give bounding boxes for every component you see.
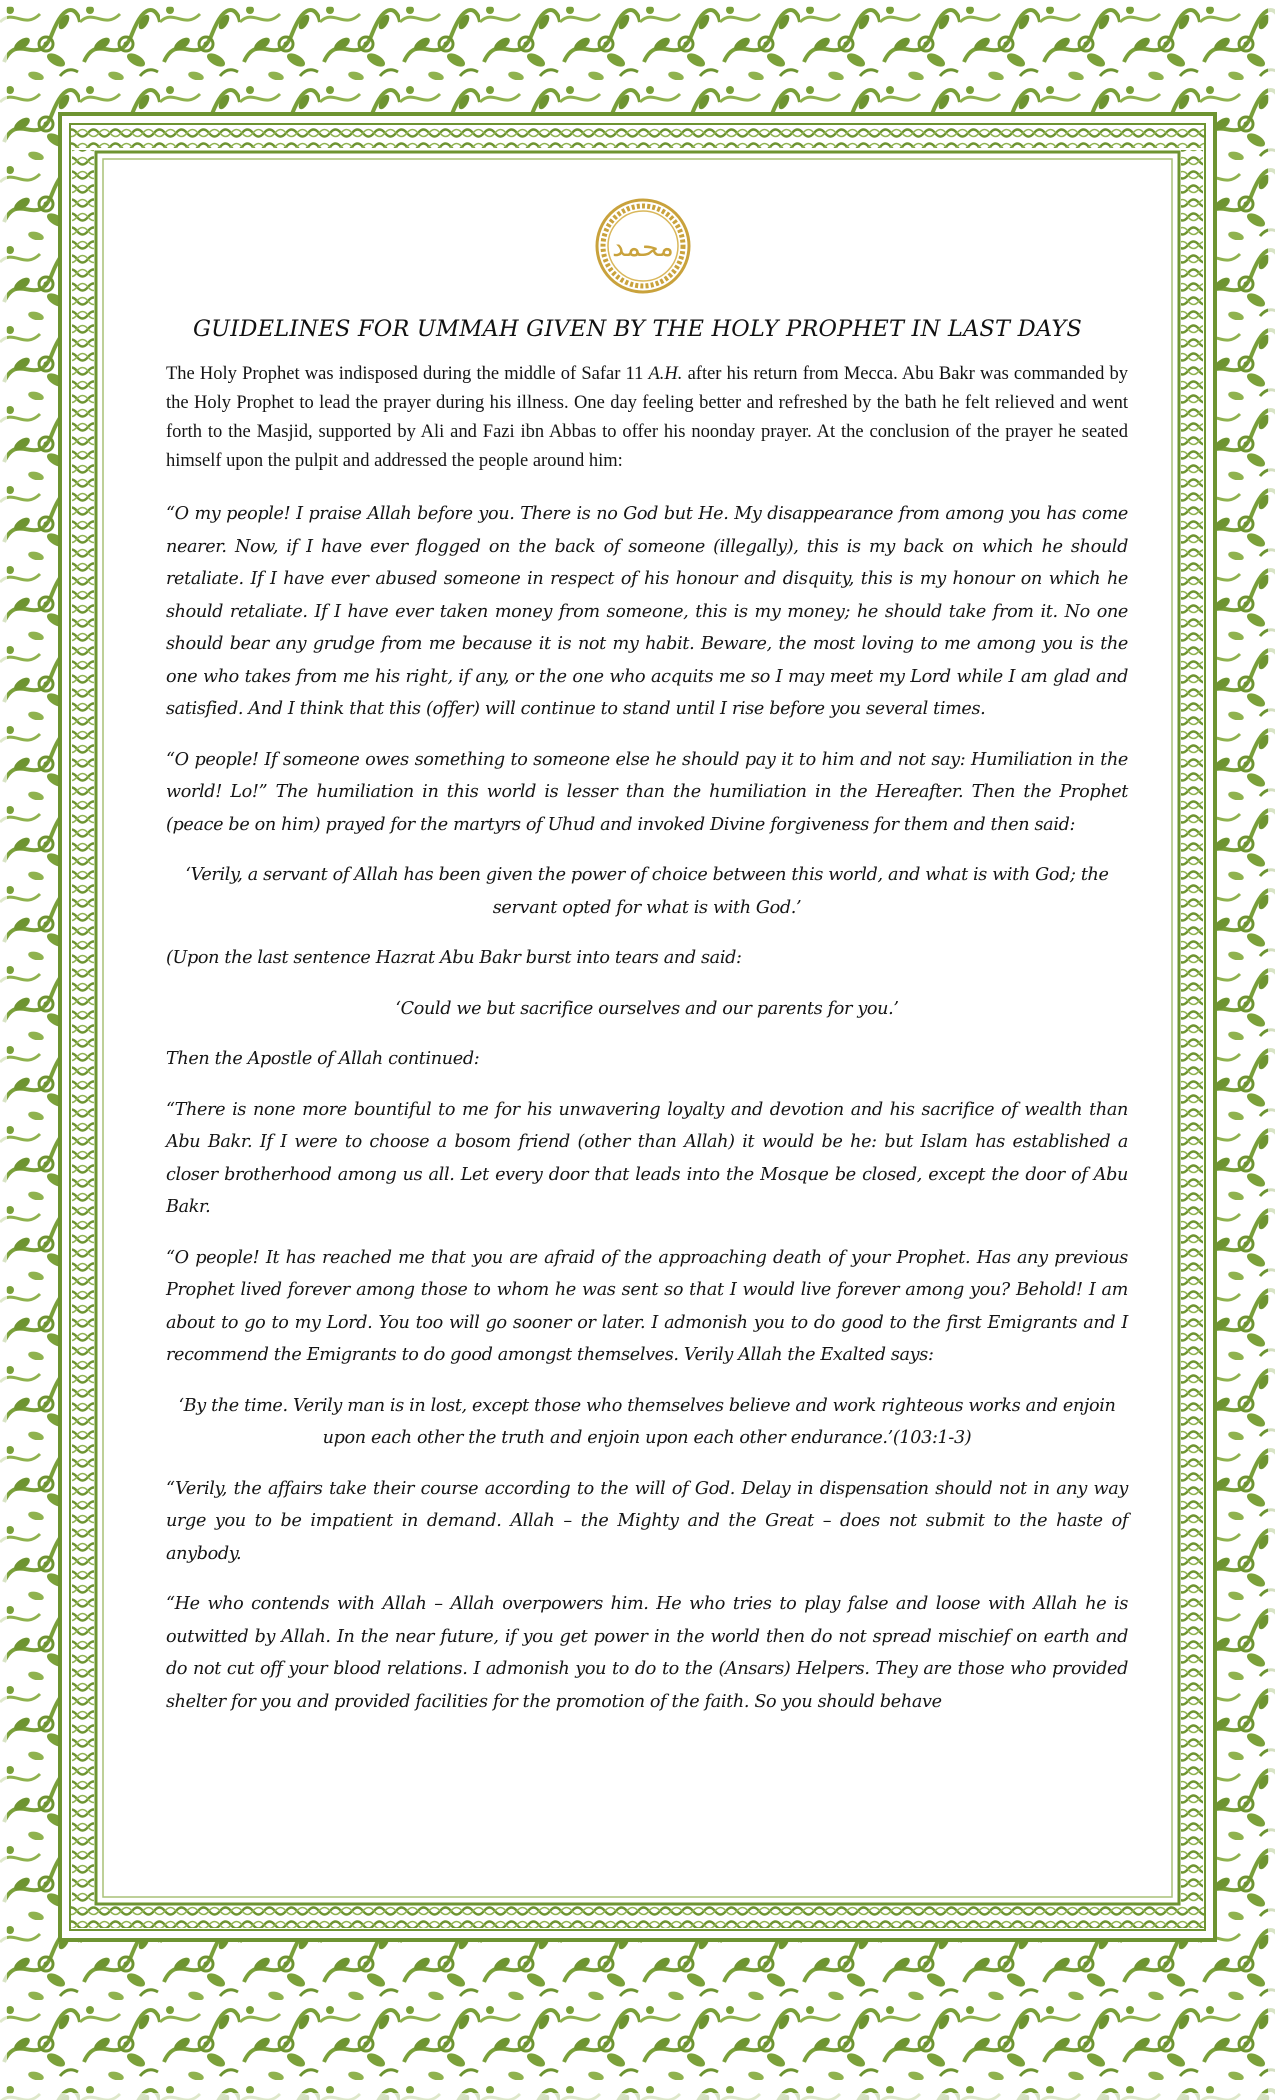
intro-paragraph: The Holy Prophet was indisposed during the middle of Safar 11 A.H. after his return from Mecca. Abu Bakr was commanded by the Holy Prophet to lead the prayer during his illness. One day feeling better and refreshed by the bath he felt relieved and went forth to the Masjid, supported by Ali and Fazi ibn Abbas to offer his noonday prayer. At the conclusion of the prayer he seated himself upon the pulpit and addressed the people around him: xyxy=(166,364,1129,471)
sermon-paragraph-abu-bakr: “There is none more bountiful to me for his unwavering loyalty and devotion and his sacrifice of wealth than Abu Bakr. If I were to choose a bosom friend (other than Allah) it would be he: but Islam has established a closer brotherhood among us all. Let every door that leads into the Mosque be closed, except the door of Abu Bakr. xyxy=(166,1099,1128,1217)
sermon-paragraph-emigrants: “O people! It has reached me that you are afraid of the approaching death of your Prophet. Has any previous Prophet lived forever among those to whom he was sent so that I would live forever among you? Behold! I am about to go to my Lord. You too will go sooner or later. I admonish you to do good to the first Emigrants and I recommend the Emigrants to do good amongst themselves. Verily Allah the Exalted says: xyxy=(166,1247,1128,1365)
sermon-paragraph-1: “O my people! I praise Allah before you. There is no God but He. My disappearance from among you has come nearer. Now, if I have ever flogged on the back of someone (illegally), this is my back on which he should retaliate. If I have ever abused someone in respect of his honour and disquity, this is my honour on which he should retaliate. If I have ever taken money from someone, this is my money; he should take from it. No one should bear any grudge from me because it is not my habit. Beware, the most loving to me among you is the one who takes from me his right, if any, or the one who acquits me so I may meet my Lord while I am glad and satisfied. And I think that this (offer) will continue to stand until I rise before you several times. xyxy=(166,504,1128,719)
quote-choice: ‘Verily, a servant of Allah has been given the power of choice between this world, and what is with God; the servant opted for what is with God.’ xyxy=(185,865,1109,918)
sermon-paragraph-ansars: “He who contends with Allah – Allah overpowers him. He who tries to play false and loose with Allah he is outwitted by Allah. In the near future, if you get power in the world then do not spread mischief on earth and do not cut off your blood relations. I admonish you to do to the (Ansars) Helpers. They are those who provided shelter for you and provided facilities for the promotion of the faith. So you should behave xyxy=(166,1594,1128,1712)
sermon-paragraph-will-of-god: “Verily, the affairs take their course according to the will of God. Delay in dispensation should not in any way urge you to be impatient in demand. Allah – the Mighty and the Great – does not submit to the haste of anybody. xyxy=(166,1478,1128,1564)
document-body xyxy=(166,360,1128,1718)
sermon-paragraph-2: “O people! If someone owes something to someone else he should pay it to him and not say: Humiliation in the world! Lo!” The humiliation in this world is lesser than the humiliation in the Hereafter. Then the Prophet (peace be on him) prayed for the martyrs of Uhud and invoked Divine forgiveness for them and then said: xyxy=(166,749,1128,835)
emblem-calligraphy: محمد xyxy=(612,232,674,263)
document-title: GUIDELINES FOR UMMAH GIVEN BY THE HOLY PROPHET IN LAST DAYS xyxy=(192,316,1083,342)
apostle-continued: Then the Apostle of Allah continued: xyxy=(166,1049,480,1069)
muhammad-calligraphy-emblem-icon xyxy=(595,198,691,294)
quote-surah-asr: ‘By the time. Verily man is in lost, except those who themselves believe and work righteous works and enjoin upon each other the truth and enjoin upon each other endurance.’(103:1-3) xyxy=(178,1395,1116,1448)
abu-bakr-note: (Upon the last sentence Hazrat Abu Bakr burst into tears and said: xyxy=(166,948,742,968)
quote-sacrifice: ‘Could we but sacrifice ourselves and our parents for you.’ xyxy=(395,998,899,1019)
